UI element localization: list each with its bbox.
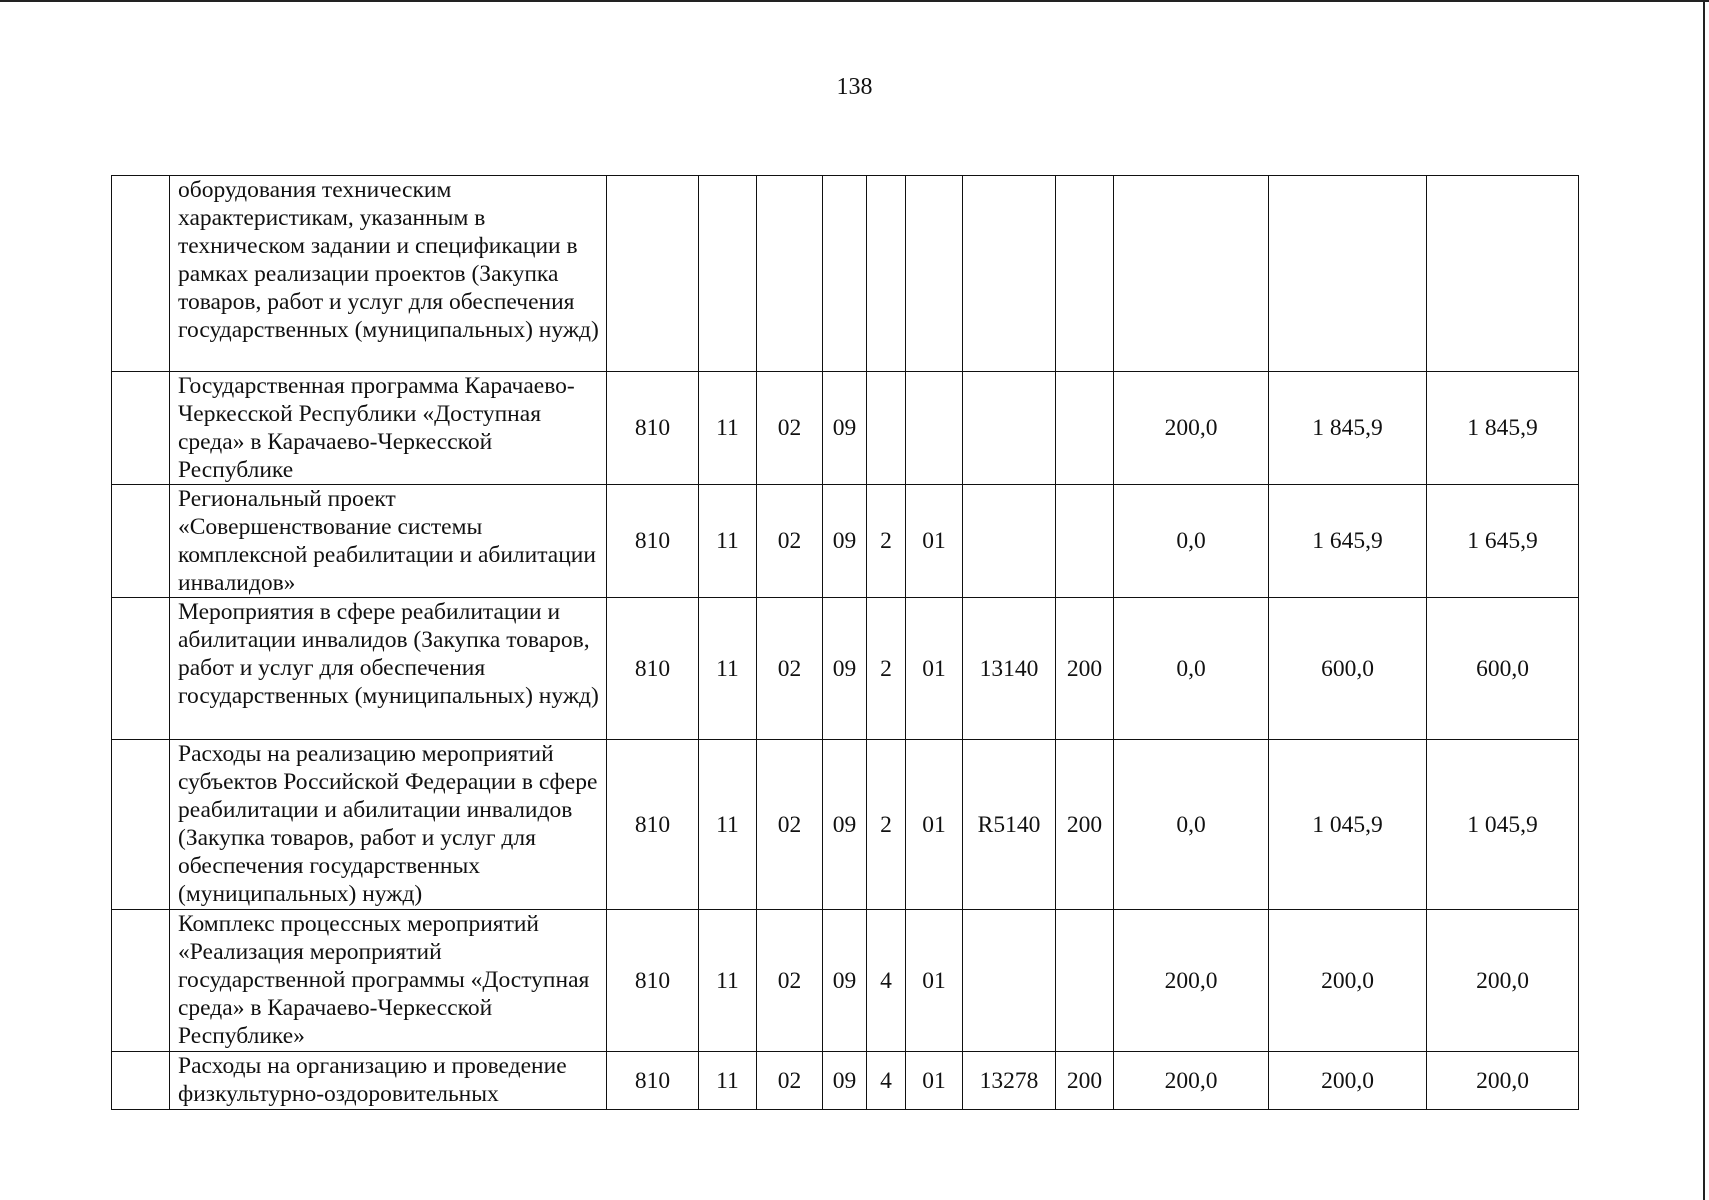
sum-year2-cell (1269, 176, 1427, 372)
subprogram-cell: 01 (906, 598, 963, 740)
program-cell: 09 (823, 1052, 867, 1110)
direction-cell (963, 372, 1056, 485)
table-row (112, 372, 1579, 485)
sum-year3-cell: 200,0 (1427, 1052, 1579, 1110)
row-marker-cell (112, 740, 170, 910)
type-cell (867, 372, 906, 485)
row-marker-cell (112, 372, 170, 485)
sum-year2-cell: 200,0 (1269, 1052, 1427, 1110)
direction-cell: 13278 (963, 1052, 1056, 1110)
subsection-cell: 02 (757, 740, 823, 910)
row-marker-cell (112, 1052, 170, 1110)
scan-border-top (0, 0, 1709, 2)
row-marker-cell (112, 485, 170, 598)
table-row (112, 1052, 1579, 1110)
sum-year2-cell: 1 845,9 (1269, 372, 1427, 485)
subsection-cell: 02 (757, 372, 823, 485)
sum-year3-cell: 600,0 (1427, 598, 1579, 740)
expense-type-cell (1056, 372, 1114, 485)
direction-cell: 13140 (963, 598, 1056, 740)
program-cell (823, 176, 867, 372)
type-cell (867, 176, 906, 372)
sum-year3-cell: 1 045,9 (1427, 740, 1579, 910)
subsection-cell: 02 (757, 1052, 823, 1110)
section-cell: 11 (699, 598, 757, 740)
sum-year1-cell: 200,0 (1114, 1052, 1269, 1110)
budget-table (111, 175, 1579, 1110)
type-cell: 2 (867, 485, 906, 598)
expense-type-cell (1056, 485, 1114, 598)
sum-year1-cell: 200,0 (1114, 372, 1269, 485)
section-cell: 11 (699, 1052, 757, 1110)
program-cell: 09 (823, 910, 867, 1052)
gov-code-cell: 810 (607, 740, 699, 910)
gov-code-cell: 810 (607, 372, 699, 485)
subprogram-cell: 01 (906, 740, 963, 910)
program-cell: 09 (823, 740, 867, 910)
type-cell: 2 (867, 740, 906, 910)
sum-year3-cell: 1 845,9 (1427, 372, 1579, 485)
type-cell: 2 (867, 598, 906, 740)
direction-cell (963, 485, 1056, 598)
table-row (112, 910, 1579, 1052)
sum-year2-cell: 1 045,9 (1269, 740, 1427, 910)
gov-code-cell: 810 (607, 1052, 699, 1110)
gov-code-cell: 810 (607, 485, 699, 598)
sum-year1-cell: 0,0 (1114, 485, 1269, 598)
type-cell: 4 (867, 1052, 906, 1110)
section-cell: 11 (699, 910, 757, 1052)
sum-year1-cell: 0,0 (1114, 740, 1269, 910)
section-cell: 11 (699, 372, 757, 485)
subsection-cell: 02 (757, 598, 823, 740)
row-description: Государственная программа Карачаево-Черкесской Республики «Доступная среда» в Карачаево-Черкесской Республике (170, 372, 607, 485)
table-row (112, 598, 1579, 740)
row-description: оборудования техническим характеристикам, указанным в техническом задании и спецификации в рамках реализации проектов (Закупка товаров, работ и услуг для обеспечения государственных (муниципальных) нужд) (170, 176, 607, 372)
program-cell: 09 (823, 598, 867, 740)
page-number: 138 (836, 74, 873, 100)
subprogram-cell (906, 372, 963, 485)
row-description: Мероприятия в сфере реабилитации и абилитации инвалидов (Закупка товаров, работ и услуг для обеспечения государственных (муниципальных) нужд) (170, 598, 607, 740)
direction-cell: R5140 (963, 740, 1056, 910)
row-marker-cell (112, 176, 170, 372)
sum-year2-cell: 200,0 (1269, 910, 1427, 1052)
subprogram-cell: 01 (906, 1052, 963, 1110)
section-cell (699, 176, 757, 372)
subsection-cell (757, 176, 823, 372)
subsection-cell: 02 (757, 485, 823, 598)
sum-year2-cell: 1 645,9 (1269, 485, 1427, 598)
row-description: Расходы на реализацию мероприятий субъектов Российской Федерации в сфере реабилитации и абилитации инвалидов (Закупка товаров, работ и услуг для обеспечения государственных (муниципальных) нужд) (170, 740, 607, 910)
subprogram-cell: 01 (906, 485, 963, 598)
table-row (112, 176, 1579, 372)
sum-year1-cell (1114, 176, 1269, 372)
sum-year1-cell: 200,0 (1114, 910, 1269, 1052)
expense-type-cell: 200 (1056, 598, 1114, 740)
sum-year3-cell: 1 645,9 (1427, 485, 1579, 598)
gov-code-cell (607, 176, 699, 372)
expense-type-cell: 200 (1056, 1052, 1114, 1110)
section-cell: 11 (699, 740, 757, 910)
gov-code-cell: 810 (607, 598, 699, 740)
row-marker-cell (112, 598, 170, 740)
table-row (112, 485, 1579, 598)
direction-cell (963, 176, 1056, 372)
expense-type-cell (1056, 176, 1114, 372)
subsection-cell: 02 (757, 910, 823, 1052)
table-row (112, 740, 1579, 910)
sum-year3-cell: 200,0 (1427, 910, 1579, 1052)
row-description: Региональный проект «Совершенствование системы комплексной реабилитации и абилитации инвалидов» (170, 485, 607, 598)
sum-year3-cell (1427, 176, 1579, 372)
row-marker-cell (112, 910, 170, 1052)
direction-cell (963, 910, 1056, 1052)
subprogram-cell: 01 (906, 910, 963, 1052)
expense-type-cell: 200 (1056, 740, 1114, 910)
subprogram-cell (906, 176, 963, 372)
program-cell: 09 (823, 485, 867, 598)
row-description: Расходы на организацию и проведение физкультурно-оздоровительных (170, 1052, 607, 1110)
scan-border-right (1703, 0, 1705, 1200)
expense-type-cell (1056, 910, 1114, 1052)
sum-year1-cell: 0,0 (1114, 598, 1269, 740)
program-cell: 09 (823, 372, 867, 485)
row-description: Комплекс процессных мероприятий «Реализация мероприятий государственной программы «Доступная среда» в Карачаево-Черкесской Республике» (170, 910, 607, 1052)
sum-year2-cell: 600,0 (1269, 598, 1427, 740)
type-cell: 4 (867, 910, 906, 1052)
gov-code-cell: 810 (607, 910, 699, 1052)
section-cell: 11 (699, 485, 757, 598)
